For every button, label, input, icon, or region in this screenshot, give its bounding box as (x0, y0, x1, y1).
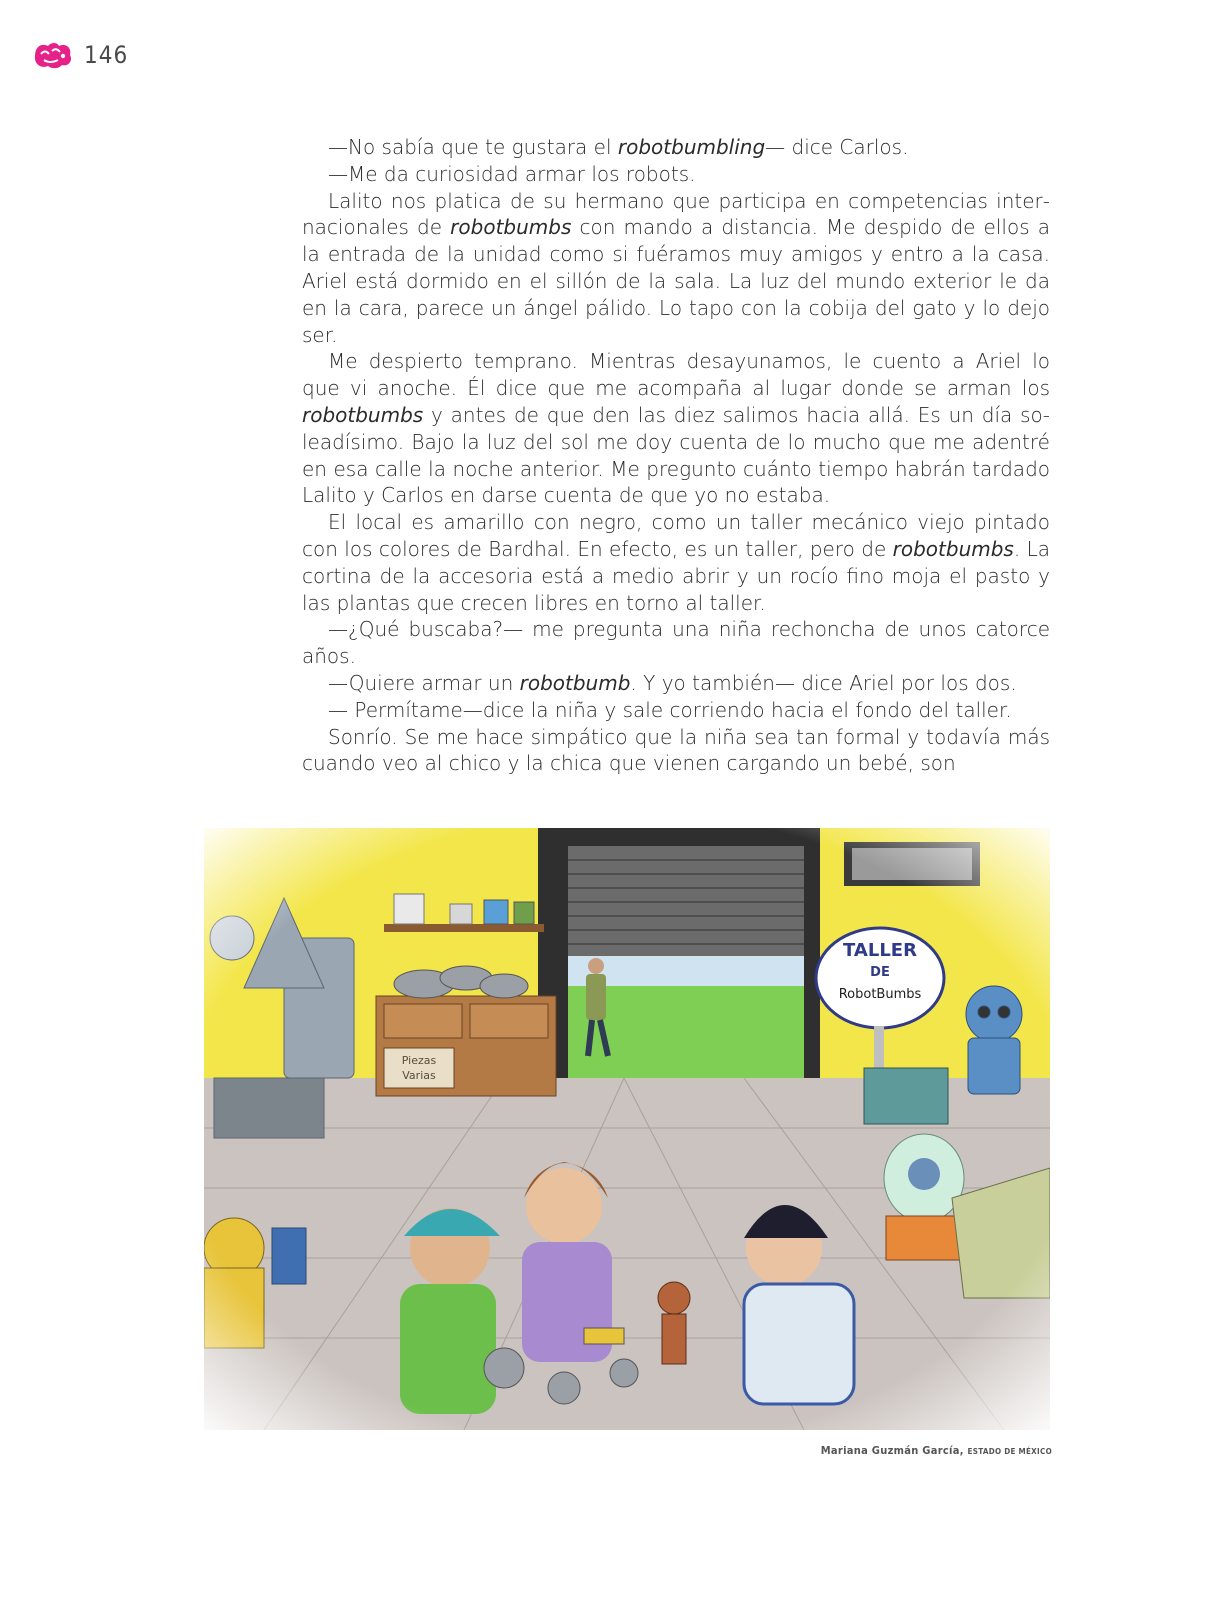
story-paragraph (302, 697, 1050, 724)
illustration-credit (821, 1444, 1052, 1457)
text-run: — Permítame—dice la niña y sale corriendo hacia el fondo del taller. (328, 697, 1012, 722)
text-run: y antes de que den las diez salimos hacia allá. Es un día soleadísimo. Bajo la luz del sol me doy cuenta de lo mucho que me adentré en esa calle la noche anterior. Me pregunto cuánto tiempo habrán tardado Lalito y Carlos en darse cuenta de que yo no estaba. (302, 402, 1050, 508)
text-run: El local es amarillo con negro, como un taller mecánico viejo pintado con los colores de Bardhal. En efecto, es un taller, pero de (302, 510, 1050, 561)
text-run: con mando a distancia. Me despido de ellos a la entrada de la unidad como si fuéramos muy amigos y entro a la casa. Ariel está dormido en el sillón de la sala. La luz del mundo exterior le da en la cara, parece un ángel pálido. Lo tapo con la cobija del gato y lo dejo ser. (302, 215, 1050, 347)
story-paragraph (302, 188, 1050, 349)
story-paragraph (302, 509, 1050, 616)
text-run: —No sabía que te gustara el (328, 135, 618, 159)
story-paragraph (302, 670, 1050, 697)
text-run: Sonrío. Se me hace simpático que la niña sea tan formal y todavía más cuando veo al chico y la chica que vienen cargando un bebé, son (302, 724, 1050, 776)
italic-term: robotbumbs (892, 536, 1014, 561)
italic-term: robotbumbs (302, 402, 424, 427)
text-run: —¿Qué buscaba?— me pregunta una niña rechoncha de unos catorce años. (302, 617, 1050, 669)
text-run: — dice Carlos. (765, 135, 909, 159)
text-run: —Me da curiosidad armar los robots. (328, 161, 696, 186)
page-header (32, 40, 128, 70)
italic-term: robotbumb (519, 670, 631, 695)
italic-term: robotbumbs (450, 215, 572, 240)
text-run: . Y yo también— dice Ariel por los dos. (630, 670, 1017, 695)
text-run: . La cortina de la accesoria está a medio abrir y un rocío fino moja el pasto y las plantas que crecen libres en torno al taller. (302, 536, 1050, 615)
page-number: 146 (84, 41, 129, 69)
book-series-logo-icon (32, 40, 74, 70)
credit-state: ESTADO DE MÉXICO (967, 1447, 1052, 1456)
workshop-illustration (204, 828, 1050, 1430)
story-text (302, 134, 1050, 777)
story-paragraph (302, 348, 1050, 509)
text-run: Lalito nos platica de su hermano que participa en competencias internacionales de (302, 188, 1050, 240)
text-run: Me despierto temprano. Mientras desayunamos, le cuento a Ariel lo que vi anoche. Él dice que me acompaña al lugar donde se arman los (302, 349, 1050, 401)
credit-author: Mariana Guzmán García, (820, 1444, 964, 1457)
italic-term: robotbumbling (617, 135, 766, 159)
text-run: —Quiere armar un (328, 670, 520, 695)
story-paragraph (302, 616, 1050, 670)
story-paragraph (302, 134, 1050, 161)
story-paragraph (302, 724, 1050, 778)
story-paragraph (302, 161, 1050, 188)
